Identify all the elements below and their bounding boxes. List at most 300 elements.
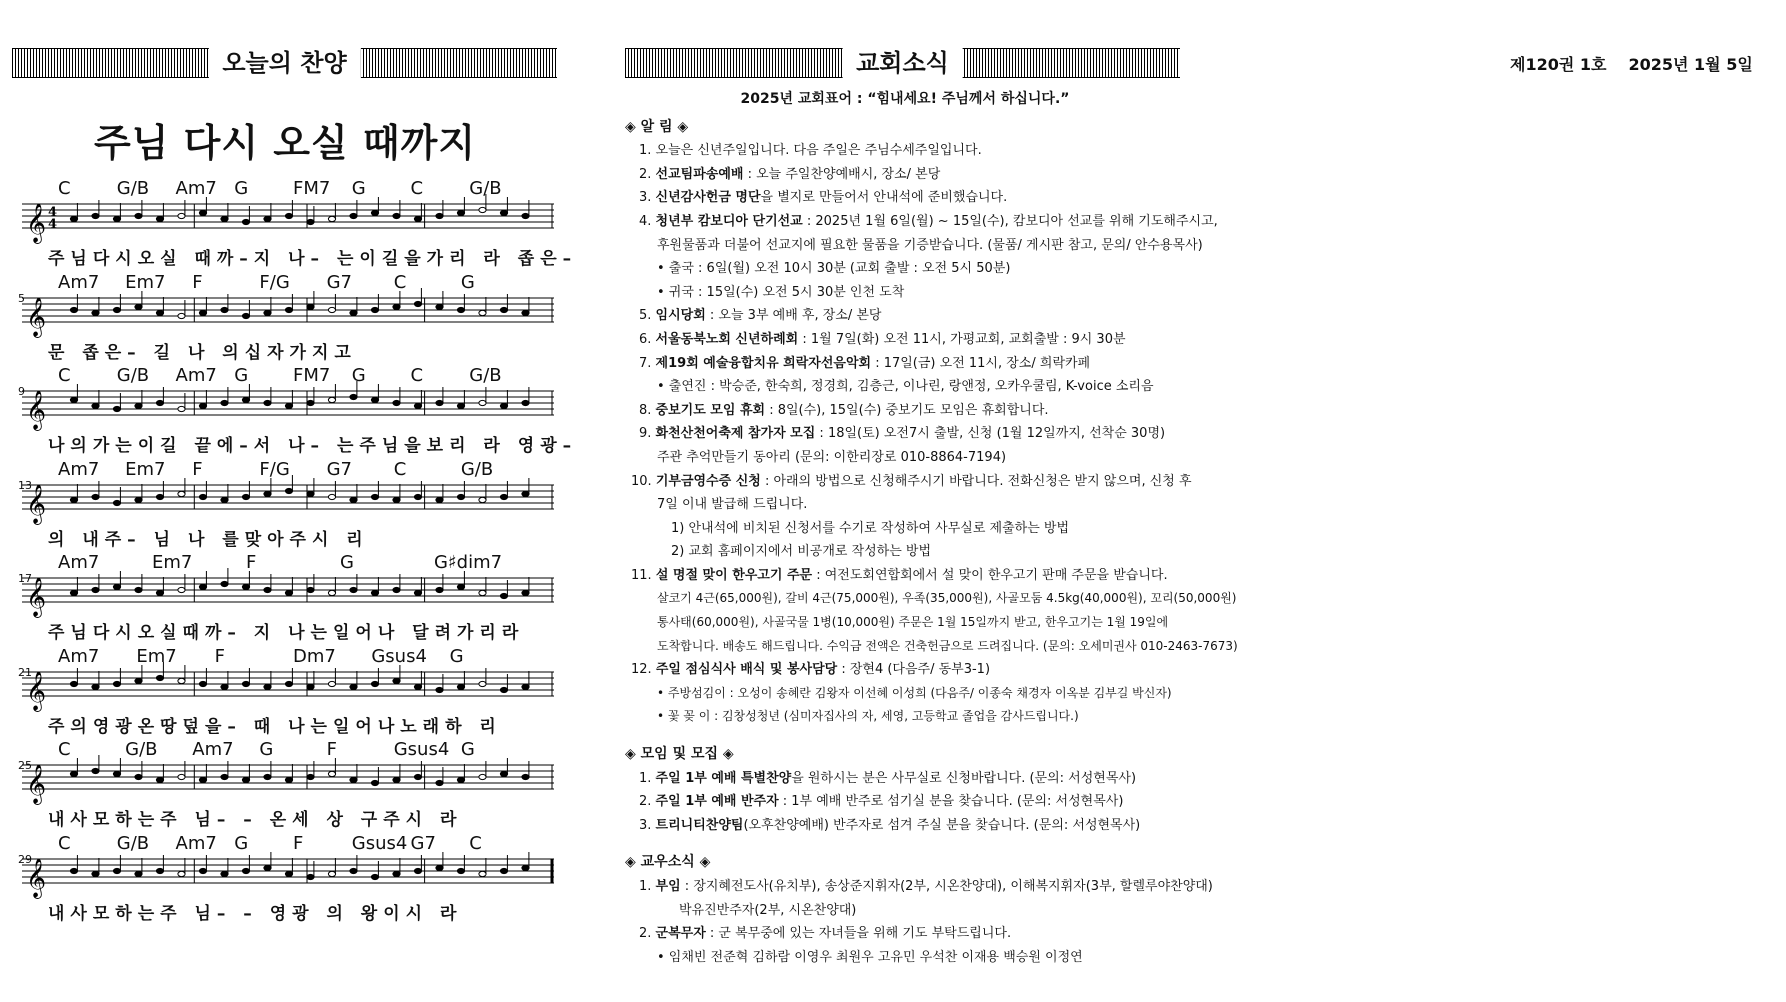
note-head xyxy=(479,871,486,876)
note-head xyxy=(199,210,206,215)
measure-number: 13 xyxy=(18,478,32,492)
note-head xyxy=(221,497,228,502)
note-head xyxy=(479,497,486,502)
note-head xyxy=(436,687,443,692)
note-head xyxy=(92,587,99,592)
chord-symbol: F xyxy=(192,458,203,480)
note-head xyxy=(70,681,77,686)
chord-symbol: G/B xyxy=(116,365,150,386)
staff xyxy=(18,459,558,525)
treble-clef-icon: 𝄞 xyxy=(26,483,47,524)
note-head xyxy=(500,868,507,873)
chord-symbol: C xyxy=(58,365,71,386)
notice-item-12-kitchen: • 주방섬김이 : 오성이 송혜란 김왕자 이선혜 이성희 (다음주/ 이종숙 채경자 이옥분 김부길 박신자) xyxy=(657,685,1172,700)
note-head xyxy=(500,210,507,215)
notice-item-8: 8. 중보기도 모임 휴회 : 8일(수), 15일(수) 중보기도 모임은 휴회합니다. xyxy=(639,402,1049,418)
chord-symbol: G7 xyxy=(410,832,436,854)
staff xyxy=(18,365,558,431)
chord-symbol: G/B xyxy=(469,178,502,199)
note-head xyxy=(199,494,206,499)
note-head xyxy=(135,213,142,218)
note-head xyxy=(350,394,357,399)
notice-item-12-flowers: • 꽃 꽂 이 : 김창성청년 (심미자집사의 자, 세영, 고등학교 졸업을 감사드립니다.) xyxy=(657,709,1079,724)
staff-row xyxy=(18,272,558,364)
chord-symbol: G xyxy=(460,739,475,760)
note-head xyxy=(350,213,357,218)
note-head xyxy=(70,397,77,402)
note-head xyxy=(264,491,271,496)
note-head xyxy=(479,681,486,686)
note-head xyxy=(156,590,163,595)
notice-item-4-return: • 귀국 : 15일(수) 오전 5시 30분 인천 도착 xyxy=(657,284,905,300)
note-head xyxy=(350,587,357,592)
chord-symbol: Am7 xyxy=(175,178,217,199)
measure-number: 17 xyxy=(18,572,32,585)
notice-item-2: 2. 선교팀파송예배 : 오늘 주일찬양예배시, 장소/ 본당 xyxy=(639,166,941,182)
note-head xyxy=(285,590,292,595)
note-head xyxy=(328,216,335,221)
note-head xyxy=(135,304,142,309)
note-head xyxy=(178,406,185,411)
note-head xyxy=(135,497,142,502)
note-head xyxy=(350,684,357,689)
chord-symbol: G/B xyxy=(460,458,494,480)
note-head xyxy=(414,868,421,873)
note-head xyxy=(393,213,400,218)
note-head xyxy=(479,207,486,212)
chord-symbol: Em7 xyxy=(125,271,166,293)
chord-symbol: C xyxy=(58,178,71,199)
note-head xyxy=(522,491,529,496)
staff-row xyxy=(18,646,558,738)
note-head xyxy=(113,216,120,221)
notice-item-11-line-1: 살코기 4근(65,000원), 갈비 4근(75,000원), 우족(35,000원), 사골모둠 4.5kg(40,000원), 꼬리(50,000원) xyxy=(657,591,1237,606)
chord-symbol: G/B xyxy=(116,178,150,199)
note-head xyxy=(135,871,142,876)
measure-number: 5 xyxy=(18,291,25,305)
note-head xyxy=(264,587,271,592)
hymn-banner-title: 오늘의 찬양 xyxy=(208,48,360,78)
note-head xyxy=(285,403,292,408)
note-head xyxy=(307,304,314,309)
note-head xyxy=(328,494,335,499)
note-head xyxy=(113,868,120,873)
treble-clef-icon: 𝄞 xyxy=(26,296,47,337)
note-head xyxy=(479,310,486,315)
note-head xyxy=(414,494,421,499)
staff-row xyxy=(18,552,558,644)
staff xyxy=(18,833,558,899)
note-head xyxy=(393,678,400,683)
note-head xyxy=(135,587,142,592)
note-head xyxy=(328,871,335,876)
note-head xyxy=(70,771,77,776)
note-head xyxy=(371,494,378,499)
note-head xyxy=(264,684,271,689)
note-head xyxy=(199,584,206,589)
notice-item-10-method-1: 1) 안내석에 비치된 신청서를 수기로 작성하여 사무실로 제출하는 방법 xyxy=(671,520,1070,536)
note-head xyxy=(264,865,271,870)
note-head xyxy=(436,497,443,502)
note-head xyxy=(92,768,99,773)
chord-symbol: Gsus4 xyxy=(371,645,427,667)
note-head xyxy=(113,307,120,312)
staff xyxy=(18,272,558,338)
notice-item-4-departure: • 출국 : 6일(월) 오전 10시 30분 (교회 출발 : 오전 5시 50분) xyxy=(657,261,1011,277)
chord-symbol: G xyxy=(460,271,475,293)
notice-item-9: 9. 화천산천어축제 참가자 모집 : 18일(토) 오전7시 출발, 신청 (1월 12일까지, 선착순 30명) xyxy=(639,426,1166,442)
note-head xyxy=(70,590,77,595)
chord-symbol: Em7 xyxy=(152,552,193,573)
chord-symbol: G xyxy=(340,552,354,573)
lyrics-line: 문 좁은– 길 나 의십자가지고 xyxy=(48,342,357,363)
note-head xyxy=(436,213,443,218)
note-head xyxy=(328,307,335,312)
staff-row xyxy=(18,833,558,925)
measure-number: 29 xyxy=(18,852,32,866)
note-head xyxy=(92,403,99,408)
staff xyxy=(18,646,558,712)
note-head xyxy=(436,304,443,309)
member-item-1-cont: 박유진반주자(2부, 시온찬양대) xyxy=(679,902,857,918)
hymn-title: 주님 다시 오실 때까지 xyxy=(93,121,477,165)
chord-symbol: Em7 xyxy=(125,458,166,480)
note-head xyxy=(113,500,120,505)
lyrics-line: 내사모하는주 님– – 영광 의 왕이시 라 xyxy=(48,903,463,924)
note-head xyxy=(156,675,163,680)
note-head xyxy=(264,216,271,221)
note-head xyxy=(414,684,421,689)
note-head xyxy=(436,780,443,785)
note-head xyxy=(436,587,443,592)
chord-symbol: G xyxy=(234,832,249,854)
chord-symbol: C xyxy=(58,739,71,760)
note-head xyxy=(178,678,185,683)
chord-symbol: G7 xyxy=(326,271,352,293)
notice-item-4: 4. 청년부 캄보디아 단기선교 : 2025년 1월 6일(월) ~ 15일(수), 캄보디아 선교를 위해 기도해주시고, xyxy=(639,213,1218,229)
note-head xyxy=(242,219,249,224)
note-head xyxy=(522,684,529,689)
notice-item-11-line-2: 통사태(60,000원), 사골국물 1병(10,000원) 주문은 1월 15일까지 받고, 한우고기는 1월 19일에 xyxy=(657,615,1169,630)
note-head xyxy=(113,584,120,589)
note-head xyxy=(156,216,163,221)
chord-symbol: F xyxy=(214,645,226,667)
note-head xyxy=(500,593,507,598)
note-head xyxy=(92,871,99,876)
note-head xyxy=(500,403,507,408)
note-head xyxy=(393,497,400,502)
note-head xyxy=(156,400,163,405)
note-head xyxy=(242,584,249,589)
chord-symbol: G/B xyxy=(125,739,158,760)
treble-clef-icon: 𝄞 xyxy=(26,764,47,804)
lyrics-line: 나의가는이길 끝에–서 나– 는주님을보리 라 영광– xyxy=(48,436,578,456)
note-head xyxy=(457,494,464,499)
church-motto: 2025년 교회표어 : “힘내세요! 주님께서 하십니다.” xyxy=(740,91,1070,107)
note-head xyxy=(199,868,206,873)
note-head xyxy=(371,307,378,312)
note-head xyxy=(457,777,464,782)
notice-item-10-cont: 7일 이내 발급해 드립니다. xyxy=(657,497,808,513)
chord-symbol: C xyxy=(58,832,71,854)
note-head xyxy=(285,307,292,312)
meeting-item-3: 3. 트리니티찬양팀(오후찬양예배) 반주자로 섬겨 주실 분을 찾습니다. (문의: 서성현목사) xyxy=(639,817,1141,833)
chord-symbol: C xyxy=(393,271,407,293)
note-head xyxy=(92,494,99,499)
news-banner-title: 교회소식 xyxy=(842,48,963,78)
note-head xyxy=(500,771,507,776)
note-head xyxy=(178,313,185,318)
chord-symbol: C xyxy=(410,178,424,199)
section-notices-title: ◈ 알 림 ◈ xyxy=(625,118,689,135)
note-head xyxy=(70,868,77,873)
note-head xyxy=(500,494,507,499)
measure-number: 25 xyxy=(18,759,32,772)
note-head xyxy=(221,581,228,586)
note-head xyxy=(221,774,228,779)
note-head xyxy=(135,678,142,683)
chord-symbol: C xyxy=(469,832,482,854)
note-head xyxy=(307,774,314,779)
treble-clef-icon: 𝄞 xyxy=(26,670,47,711)
chord-symbol: Am7 xyxy=(192,739,234,760)
issue-volume: 제120권 1호 xyxy=(1510,55,1607,74)
note-head xyxy=(242,494,249,499)
note-head xyxy=(178,213,185,218)
note-head xyxy=(307,491,314,496)
issue-date: 2025년 1월 5일 xyxy=(1628,55,1753,74)
note-head xyxy=(371,210,378,215)
note-head xyxy=(479,400,486,405)
staff-row xyxy=(18,365,578,457)
note-head xyxy=(457,684,464,689)
note-head xyxy=(70,307,77,312)
note-head xyxy=(264,400,271,405)
notice-item-3: 3. 신년감사헌금 명단을 별지로 만들어서 안내석에 준비했습니다. xyxy=(639,190,1008,206)
staff-row xyxy=(18,178,578,270)
note-head xyxy=(479,774,486,779)
note-head xyxy=(221,307,228,312)
note-head xyxy=(70,497,77,502)
note-head xyxy=(92,684,99,689)
meeting-item-2: 2. 주일 1부 예배 반주자 : 1부 예배 반주로 섬기실 분을 찾습니다. (문의: 서성현목사) xyxy=(639,794,1124,810)
notice-item-7-performers: • 출연진 : 박승준, 한숙희, 정경희, 김층근, 이나린, 랑앤정, 오카우쿨림, K-voice 소리음 xyxy=(657,379,1154,395)
time-signature: 4 xyxy=(48,205,58,220)
chord-symbol: Gsus4 xyxy=(351,832,408,854)
note-head xyxy=(414,216,421,221)
note-head xyxy=(221,216,228,221)
note-head xyxy=(113,771,120,776)
chord-symbol: Am7 xyxy=(175,365,217,386)
chord-symbol: Em7 xyxy=(136,645,177,667)
note-head xyxy=(457,307,464,312)
chord-symbol: G♯dim7 xyxy=(434,552,503,573)
chord-symbol: FM7 xyxy=(293,178,331,199)
lyrics-line: 주의영광온땅덮을– 때 나는일어나노래하 리 xyxy=(48,716,502,737)
note-head xyxy=(285,681,292,686)
note-head xyxy=(328,397,335,402)
note-head xyxy=(393,777,400,782)
chord-symbol: G xyxy=(449,645,464,667)
note-head xyxy=(500,687,507,692)
note-head xyxy=(242,397,249,402)
note-head xyxy=(285,871,292,876)
note-head xyxy=(264,774,271,779)
note-head xyxy=(414,403,421,408)
note-head xyxy=(221,400,228,405)
lyrics-line: 주님다시오실 때까–지 나– 는이길을가리 라 좁은– xyxy=(48,249,578,269)
chord-symbol: G/B xyxy=(116,832,150,854)
note-head xyxy=(350,497,357,502)
note-head xyxy=(199,310,206,315)
member-item-2: 2. 군복무자 : 군 복무중에 있는 자녀들을 위해 기도 부탁드립니다. xyxy=(639,926,1012,942)
note-head xyxy=(307,684,314,689)
treble-clef-icon: 𝄞 xyxy=(26,390,47,430)
note-head xyxy=(457,868,464,873)
note-head xyxy=(522,865,529,870)
note-head xyxy=(221,684,228,689)
note-head xyxy=(522,213,529,218)
chord-symbol: Gsus4 xyxy=(393,739,450,760)
meeting-item-1: 1. 주일 1부 예배 특별찬양을 원하시는 분은 사무실로 신청바랍니다. (문의: 서성현목사) xyxy=(639,770,1137,786)
note-head xyxy=(371,681,378,686)
chord-symbol: G xyxy=(259,739,274,760)
hymn-banner xyxy=(12,48,557,78)
chord-symbol: Am7 xyxy=(58,458,100,480)
chord-symbol: C xyxy=(393,458,407,480)
note-head xyxy=(285,488,292,493)
time-signature: 4 xyxy=(48,217,58,232)
notice-item-12: 12. 주일 점심식사 배식 및 봉사담당 : 장현4 (다음주/ 동부3-1) xyxy=(631,662,991,678)
measure-number: 9 xyxy=(18,385,25,398)
staff xyxy=(18,178,558,244)
treble-clef-icon: 𝄞 xyxy=(26,857,47,898)
note-head xyxy=(371,397,378,402)
note-head xyxy=(178,871,185,876)
note-head xyxy=(264,310,271,315)
notice-item-10: 10. 기부금영수증 신청 : 아래의 방법으로 신청해주시기 바랍니다. 전화신청은 받지 않으며, 신청 후 xyxy=(631,473,1192,489)
note-head xyxy=(414,590,421,595)
note-head xyxy=(242,868,249,873)
note-head xyxy=(221,871,228,876)
note-head xyxy=(457,403,464,408)
staff xyxy=(18,552,558,618)
note-head xyxy=(156,310,163,315)
note-head xyxy=(307,874,314,879)
note-head xyxy=(178,587,185,592)
chord-symbol: G7 xyxy=(326,458,352,480)
chord-symbol: F xyxy=(326,739,337,760)
notice-item-11: 11. 설 명절 맞이 한우고기 주문 : 여전도회연합회에서 설 맞이 한우고기 판매 주문을 받습니다. xyxy=(631,567,1168,583)
note-head xyxy=(328,681,335,686)
notice-item-11-line-3: 도착합니다. 배송도 해드립니다. 수익금 전액은 건축헌금으로 드려집니다. (문의: 오세미권사 010-2463-7673) xyxy=(657,638,1238,653)
note-head xyxy=(371,780,378,785)
chord-symbol: F xyxy=(246,552,257,573)
chord-symbol: F xyxy=(293,832,304,854)
chord-symbol: C xyxy=(410,365,424,386)
chord-symbol: FM7 xyxy=(293,365,331,386)
notice-item-7: 7. 제19회 예술융합치유 희락자선음악회 : 17일(금) 오전 11시, 장소/ 희락카페 xyxy=(639,355,1091,371)
staff-row xyxy=(18,739,558,831)
notice-item-1: 1. 오늘은 신년주일입니다. 다음 주일은 주님수세주일입니다. xyxy=(639,143,982,159)
note-head xyxy=(393,587,400,592)
note-head xyxy=(414,301,421,306)
chord-symbol: G xyxy=(351,178,366,199)
note-head xyxy=(178,774,185,779)
note-head xyxy=(135,774,142,779)
note-head xyxy=(307,400,314,405)
issue-info xyxy=(1510,52,1775,75)
staff xyxy=(18,739,558,805)
note-head xyxy=(350,868,357,873)
note-head xyxy=(199,403,206,408)
note-head xyxy=(199,777,206,782)
section-members-title: ◈ 교우소식 ◈ xyxy=(625,854,711,871)
chord-symbol: F/G xyxy=(259,271,290,293)
note-head xyxy=(414,774,421,779)
note-head xyxy=(135,403,142,408)
note-head xyxy=(199,681,206,686)
notice-item-10-method-2: 2) 교회 홈페이지에서 비공개로 작성하는 방법 xyxy=(671,544,932,560)
note-head xyxy=(393,304,400,309)
chord-symbol: Dm7 xyxy=(293,645,336,667)
note-head xyxy=(70,216,77,221)
note-head xyxy=(92,213,99,218)
chord-symbol: Am7 xyxy=(58,552,100,573)
chord-symbol: Am7 xyxy=(58,271,100,293)
note-head xyxy=(328,771,335,776)
lyrics-line: 의 내주– 님 나 를맞아주시 리 xyxy=(48,529,369,550)
note-head xyxy=(285,777,292,782)
note-head xyxy=(242,777,249,782)
note-head xyxy=(436,400,443,405)
note-head xyxy=(178,491,185,496)
note-head xyxy=(436,865,443,870)
notice-item-4-cont: 후원물품과 더불어 선교지에 필요한 물품을 기증받습니다. (물품/ 게시판 참고, 문의/ 안수용목사) xyxy=(657,237,1203,253)
chord-symbol: G xyxy=(351,365,366,386)
note-head xyxy=(113,681,120,686)
member-item-2-names: • 임채빈 전준혁 김하람 이영우 최원우 고유민 우석찬 이재용 백승원 이정연 xyxy=(657,949,1083,965)
chord-symbol: Am7 xyxy=(175,832,217,854)
note-head xyxy=(307,219,314,224)
note-head xyxy=(371,874,378,879)
chord-symbol: Am7 xyxy=(58,645,100,667)
treble-clef-icon: 𝄞 xyxy=(26,203,47,243)
note-head xyxy=(479,590,486,595)
note-head xyxy=(522,774,529,779)
note-head xyxy=(92,310,99,315)
note-head xyxy=(242,313,249,318)
member-item-1: 1. 부임 : 장지혜전도사(유치부), 송상준지휘자(2부, 시온찬양대), 이해복지휘자(3부, 할렐루야찬양대) xyxy=(639,879,1213,894)
note-head xyxy=(393,400,400,405)
note-head xyxy=(156,494,163,499)
note-head xyxy=(156,777,163,782)
news-banner xyxy=(625,48,1180,78)
note-head xyxy=(457,584,464,589)
section-meetings-title: ◈ 모임 및 모집 ◈ xyxy=(625,746,734,763)
note-head xyxy=(522,400,529,405)
notice-item-9-cont: 주관 추억만들기 동아리 (문의: 이한리장로 010-8864-7194) xyxy=(657,449,1007,465)
chord-symbol: G/B xyxy=(469,365,502,386)
note-head xyxy=(371,590,378,595)
chord-symbol: F/G xyxy=(259,458,290,480)
note-head xyxy=(156,868,163,873)
note-head xyxy=(350,310,357,315)
note-head xyxy=(500,307,507,312)
chord-symbol: G xyxy=(234,178,249,199)
lyrics-line: 내사모하는주 님– – 온세 상 구주시 라 xyxy=(48,810,463,830)
chord-symbol: G xyxy=(234,365,249,386)
